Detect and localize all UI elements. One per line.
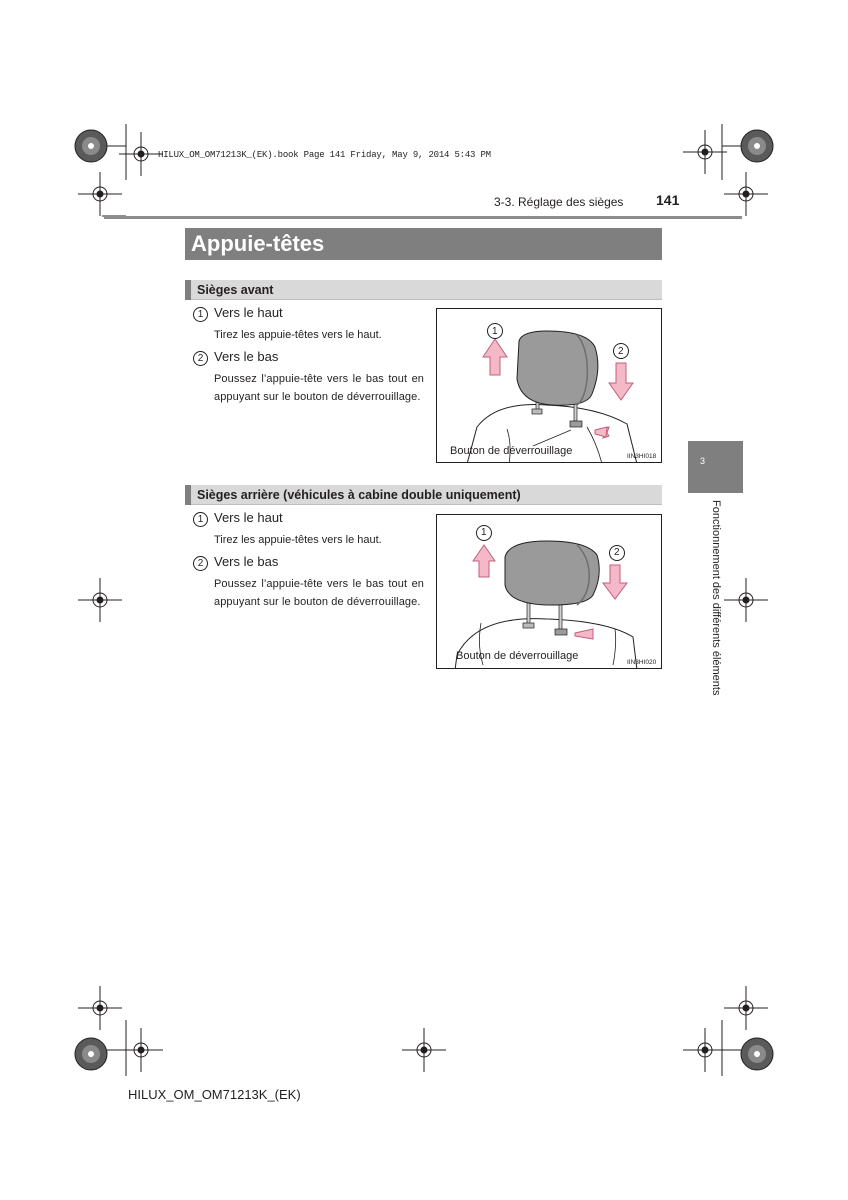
header-rule <box>104 216 742 219</box>
footer-model-code: HILUX_OM_OM71213K_(EK) <box>128 1087 301 1102</box>
marker-up: 1 <box>481 527 487 538</box>
item-down-front <box>193 349 278 366</box>
item-desc: Poussez l’appuie-tête vers le bas tout en appuyant sur le bouton de déverrouillage. <box>214 373 424 403</box>
item-desc: Tirez les appuie-têtes vers le haut. <box>214 329 382 341</box>
chapter-number: 3 <box>700 456 706 466</box>
headrest-illustration <box>437 309 662 463</box>
marker-down: 2 <box>614 547 620 558</box>
item-number: 1 <box>193 512 208 527</box>
figure-rear-headrest <box>436 514 662 669</box>
item-up-front <box>193 305 283 322</box>
figure-front-headrest <box>436 308 662 463</box>
chapter-tab <box>688 441 743 493</box>
marker-up: 1 <box>492 326 498 337</box>
item-desc: Tirez les appuie-têtes vers le haut. <box>214 534 382 546</box>
item-down-rear <box>193 554 278 571</box>
item-label: Vers le bas <box>214 554 279 569</box>
item-number: 1 <box>193 307 208 322</box>
item-number: 2 <box>193 556 208 571</box>
page-number: 141 <box>656 192 680 208</box>
figure-code: IIN3HI020 <box>627 659 657 666</box>
headrest-illustration <box>437 515 662 669</box>
item-label: Vers le bas <box>214 349 279 364</box>
section-heading-rear: Sièges arrière (véhicules à cabine double uniquement) <box>185 485 662 505</box>
item-up-rear <box>193 510 283 527</box>
item-desc: Poussez l’appuie-tête vers le bas tout en appuyant sur le bouton de déverrouillage. <box>214 578 424 608</box>
marker-down: 2 <box>618 346 624 357</box>
item-label: Vers le haut <box>214 305 283 320</box>
page-title: Appuie-têtes <box>185 228 662 260</box>
release-button-caption: Bouton de déverrouillage <box>450 445 573 457</box>
chapter-label: Fonctionnement des différents éléments <box>710 500 722 696</box>
header-section-title: 3-3. Réglage des sièges <box>494 195 624 209</box>
release-button-caption: Bouton de déverrouillage <box>456 650 579 662</box>
item-label: Vers le haut <box>214 510 283 525</box>
item-number: 2 <box>193 351 208 366</box>
section-heading-front: Sièges avant <box>185 280 662 300</box>
print-info: HILUX_OM_OM71213K_(EK).book Page 141 Friday, May 9, 2014 5:43 PM <box>158 150 491 160</box>
figure-code: IIN3HI018 <box>627 453 657 460</box>
